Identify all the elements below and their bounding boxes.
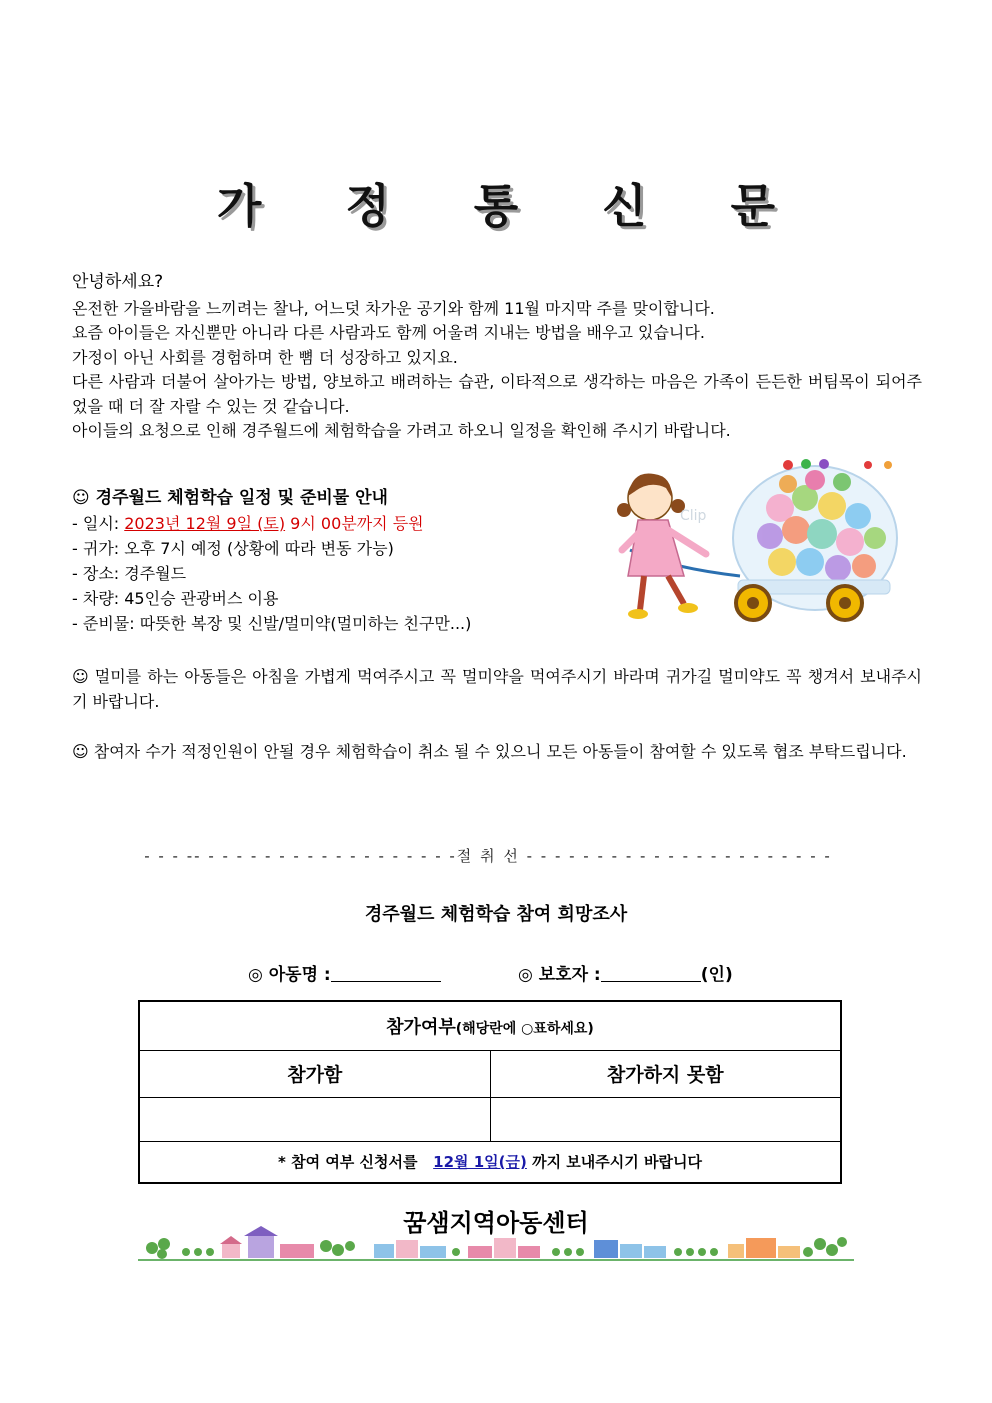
intro-line: 다른 사람과 더불어 살아가는 방법, 양보하고 배려하는 습관, 이타적으로 생각하는 마음은 가족이 든든한 버팀목이 되어주었을 때 더 잘 자랄 수 있는 것 같습니다.	[72, 372, 922, 416]
schedule-supplies: - 준비물: 따뜻한 복장 및 신발/멀미약(멀미하는 친구만...)	[72, 614, 472, 633]
deadline-prefix: * 참여 여부 신청서를	[278, 1153, 418, 1172]
village-border-decoration	[138, 1222, 854, 1264]
intro-section	[72, 270, 922, 444]
participation-table	[138, 1000, 842, 1184]
intro-line: 온전한 가을바람을 느끼려는 찰나, 어느덧 차가운 공기와 함께 11월 마지막 주를 맞이합니다.	[72, 298, 715, 318]
survey-title: 경주월드 체험학습 참여 희망조사	[364, 904, 628, 925]
intro-line: 요즘 아이들은 자신뿐만 아니라 다른 사람과도 함께 어울려 지내는 방법을 배우고 있습니다.	[72, 323, 705, 342]
schedule-section	[72, 486, 592, 636]
schedule-place: - 장소: 경주월드	[72, 564, 187, 583]
page-title: 가 정 통 신 문	[216, 179, 810, 233]
seal-label: (인)	[700, 965, 733, 985]
guardian-name-label: ◎ 보호자 :	[518, 965, 601, 985]
deadline-date: 12월 1일(금)	[433, 1153, 527, 1172]
guardian-name-field[interactable]	[601, 965, 701, 982]
date-label: - 일시:	[72, 514, 125, 533]
child-name-row	[248, 960, 441, 985]
not-attend-mark-cell[interactable]	[490, 1097, 841, 1141]
child-name-field[interactable]	[331, 965, 441, 982]
table-header-note: (해당란에 ○표하세요)	[455, 1020, 594, 1037]
schedule-vehicle: - 차량: 45인승 관광버스 이용	[72, 589, 279, 608]
child-name-label: ◎ 아동명 :	[248, 965, 331, 985]
table-header-label: 참가여부	[386, 1016, 456, 1038]
girl-pulling-bubble-cart-illustration	[610, 458, 900, 638]
deadline-note	[139, 1141, 841, 1183]
center-name: 꿈샘지역아동센터	[403, 1209, 589, 1237]
schedule-return: - 귀가: 오후 7시 예정 (상황에 따라 변동 가능)	[72, 539, 394, 558]
cut-line: - - - -- - - - - - - - - - - - - - - - - - -절 취 선 - - - - - - - - - - - - - - - - - - - - - -	[144, 847, 832, 865]
attend-mark-cell[interactable]	[139, 1097, 490, 1141]
guardian-name-row	[518, 960, 733, 985]
date-time: 9시 00분까지 등원	[285, 514, 424, 533]
column-attend: 참가함	[139, 1050, 490, 1097]
watermark-text: Clip	[680, 508, 707, 524]
intro-line: 아이들의 요청으로 인해 경주월드에 체험학습을 가려고 하오니 일정을 확인해 주시기 바랍니다.	[72, 421, 731, 440]
intro-line: 가정이 아닌 사회를 경험하며 한 뼘 더 성장하고 있지요.	[72, 347, 458, 367]
deadline-suffix: 까지 보내주시기 바랍니다	[532, 1153, 702, 1172]
greeting: 안녕하세요?	[72, 272, 164, 292]
schedule-heading: ☺ 경주월드 체험학습 일정 및 준비물 안내	[72, 488, 388, 508]
cancellation-note: ☺ 참여자 수가 적정인원이 안될 경우 체험학습이 취소 될 수 있으니 모든 아동들이 참여할 수 있도록 협조 부탁드립니다.	[72, 742, 907, 761]
date-value: 2023년 12월 9일 (토)	[124, 514, 286, 533]
column-not-attend: 참가하지 못함	[490, 1050, 841, 1097]
schedule-date	[72, 511, 592, 536]
table-header	[139, 1001, 841, 1050]
motion-sickness-note: ☺ 멀미를 하는 아동들은 아침을 가볍게 먹여주시고 꼭 멀미약을 먹여주시기 바라며 귀가길 멀미약도 꼭 챙겨서 보내주시기 바랍니다.	[72, 667, 922, 711]
